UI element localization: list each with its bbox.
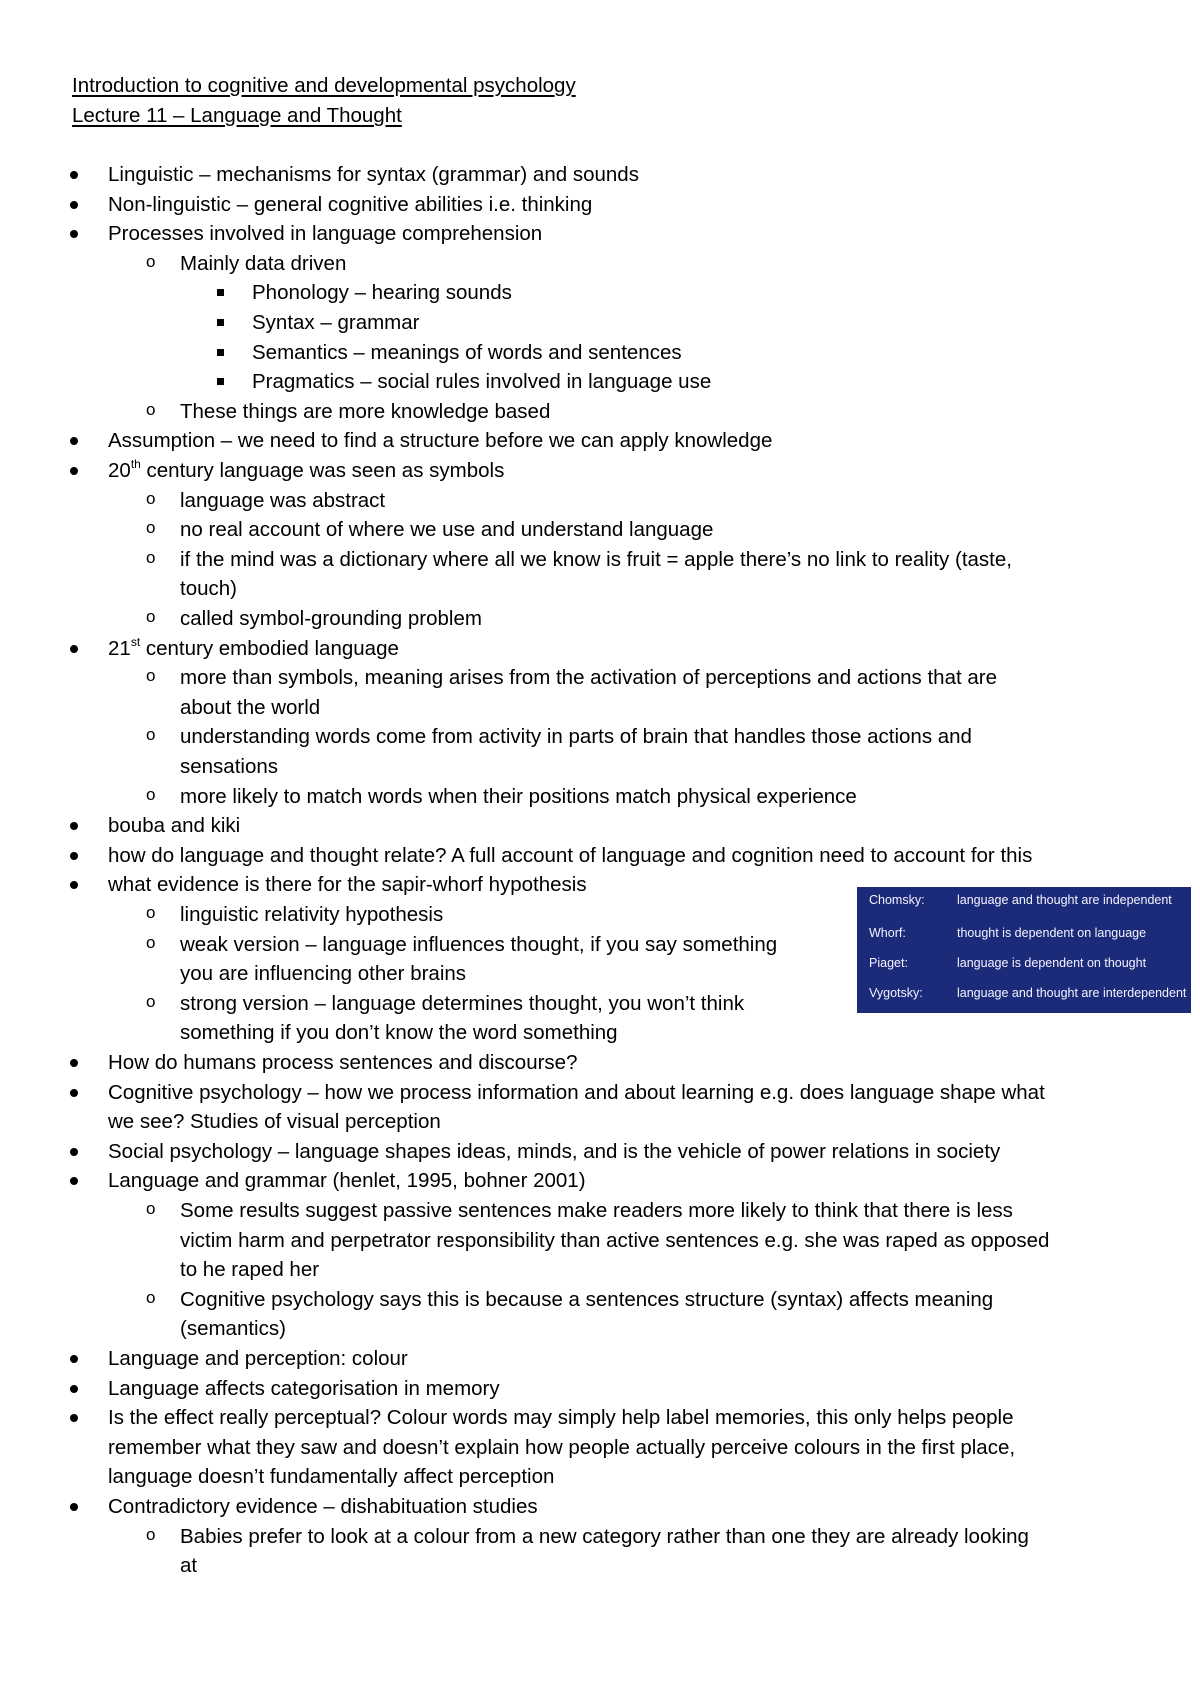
bullet-dot-icon xyxy=(70,852,78,860)
bullet-circle-icon: o xyxy=(146,992,156,1011)
bullet-circle-icon: o xyxy=(146,1525,156,1544)
bullet-item: more than symbols, meaning arises from the activation of perceptions and actions that are xyxy=(180,666,998,689)
bullet-item: Semantics – meanings of words and sentences xyxy=(252,341,682,364)
bullet-continuation: language doesn’t fundamentally affect perception xyxy=(108,1465,555,1488)
bullet-circle-icon: o xyxy=(146,518,156,537)
bullet-continuation: you are influencing other brains xyxy=(180,962,467,985)
bullet-circle-icon: o xyxy=(146,1199,156,1218)
theorist-name: Vygotsky: xyxy=(869,986,923,1000)
bullet-item: weak version – language influences thought, if you say something xyxy=(180,933,778,956)
bullet-circle-icon: o xyxy=(146,1288,156,1307)
bullet-item: bouba and kiki xyxy=(108,814,241,837)
bullet-item: if the mind was a dictionary where all we know is fruit = apple there’s no link to reality (taste, xyxy=(180,548,1012,571)
bullet-item: Some results suggest passive sentences make readers more likely to think that there is less xyxy=(180,1199,1013,1222)
bullet-square-icon xyxy=(217,378,224,385)
bullet-item: Linguistic – mechanisms for syntax (grammar) and sounds xyxy=(108,163,639,186)
bullet-circle-icon: o xyxy=(146,785,156,804)
lecture-subtitle: Lecture 11 – Language and Thought xyxy=(72,104,402,127)
bullet-item: Social psychology – language shapes ideas, minds, and is the vehicle of power relations in society xyxy=(108,1140,1001,1163)
bullet-item: Babies prefer to look at a colour from a new category rather than one they are already looking xyxy=(180,1525,1029,1548)
bullet-circle-icon: o xyxy=(146,548,156,567)
bullet-continuation: remember what they saw and doesn’t explain how people actually perceive colours in the first place, xyxy=(108,1436,1016,1459)
bullet-item: Pragmatics – social rules involved in language use xyxy=(252,370,712,393)
bullet-item: Language affects categorisation in memory xyxy=(108,1377,500,1400)
bullet-dot-icon xyxy=(70,1089,78,1097)
theorist-view: language and thought are independent xyxy=(957,893,1172,907)
bullet-item: Syntax – grammar xyxy=(252,311,420,334)
bullet-item: Cognitive psychology – how we process information and about learning e.g. does language shape what xyxy=(108,1081,1045,1104)
bullet-item: Processes involved in language comprehension xyxy=(108,222,543,245)
bullet-circle-icon: o xyxy=(146,252,156,271)
bullet-continuation: something if you don’t know the word something xyxy=(180,1021,618,1044)
bullet-dot-icon xyxy=(70,437,78,445)
theorist-name: Piaget: xyxy=(869,956,908,970)
theorist-row xyxy=(857,926,1191,946)
bullet-dot-icon xyxy=(70,1059,78,1067)
bullet-dot-icon xyxy=(70,171,78,179)
bullet-item: strong version – language determines thought, you won’t think xyxy=(180,992,745,1015)
theorist-name: Chomsky: xyxy=(869,893,925,907)
bullet-text: century language was seen as symbols xyxy=(140,459,505,482)
theorist-row xyxy=(857,893,1191,913)
bullet-circle-icon: o xyxy=(146,725,156,744)
theorist-row xyxy=(857,986,1191,1006)
bullet-item: Non-linguistic – general cognitive abilities i.e. thinking xyxy=(108,193,593,216)
bullet-continuation: sensations xyxy=(180,755,279,778)
bullet-circle-icon: o xyxy=(146,400,156,419)
bullet-item: how do language and thought relate? A full account of language and cognition need to account for this xyxy=(108,844,1033,867)
bullet-item: no real account of where we use and understand language xyxy=(180,518,714,541)
bullet-item: what evidence is there for the sapir-whorf hypothesis xyxy=(108,873,587,896)
bullet-continuation: (semantics) xyxy=(180,1317,286,1340)
bullet-item: These things are more knowledge based xyxy=(180,400,551,423)
theorist-view: language is dependent on thought xyxy=(957,956,1147,970)
bullet-square-icon xyxy=(217,289,224,296)
bullet-item: more likely to match words when their positions match physical experience xyxy=(180,785,857,808)
bullet-continuation: victim harm and perpetrator responsibility than active sentences e.g. she was raped as opposed xyxy=(180,1229,1050,1252)
bullet-item: Phonology – hearing sounds xyxy=(252,281,512,304)
ordinal-suffix: th xyxy=(130,457,141,472)
bullet-dot-icon xyxy=(70,1385,78,1393)
bullet-dot-icon xyxy=(70,1177,78,1185)
bullet-dot-icon xyxy=(70,201,78,209)
theorist-name: Whorf: xyxy=(869,926,906,940)
bullet-dot-icon xyxy=(70,1148,78,1156)
bullet-text: century embodied language xyxy=(140,637,399,660)
bullet-continuation: to he raped her xyxy=(180,1258,320,1281)
bullet-item: Assumption – we need to find a structure before we can apply knowledge xyxy=(108,429,773,452)
bullet-circle-icon: o xyxy=(146,666,156,685)
ordinal-number: 20 xyxy=(108,459,131,482)
ordinal-suffix: st xyxy=(130,635,141,650)
bullet-circle-icon: o xyxy=(146,903,156,922)
bullet-continuation: we see? Studies of visual perception xyxy=(108,1110,441,1133)
theorist-view: language and thought are interdependent xyxy=(957,986,1187,1000)
bullet-circle-icon: o xyxy=(146,933,156,952)
bullet-item: Contradictory evidence – dishabituation studies xyxy=(108,1495,538,1518)
bullet-circle-icon: o xyxy=(146,489,156,508)
bullet-item: Language and grammar (henlet, 1995, bohner 2001) xyxy=(108,1169,586,1192)
bullet-item: Mainly data driven xyxy=(180,252,347,275)
bullet-circle-icon: o xyxy=(146,607,156,626)
bullet-dot-icon xyxy=(70,230,78,238)
document-title: Introduction to cognitive and developmental psychology xyxy=(72,74,576,97)
bullet-dot-icon xyxy=(70,1414,78,1422)
bullet-dot-icon xyxy=(70,1355,78,1363)
bullet-continuation: touch) xyxy=(180,577,237,600)
theorist-view: thought is dependent on language xyxy=(957,926,1147,940)
bullet-item xyxy=(108,459,504,483)
theorists-box xyxy=(857,887,1191,1013)
bullet-dot-icon xyxy=(70,645,78,653)
bullet-dot-icon xyxy=(70,881,78,889)
bullet-continuation: about the world xyxy=(180,696,321,719)
bullet-item: Language and perception: colour xyxy=(108,1347,408,1370)
bullet-item: linguistic relativity hypothesis xyxy=(180,903,444,926)
bullet-square-icon xyxy=(217,319,224,326)
bullet-item: understanding words come from activity in parts of brain that handles those actions and xyxy=(180,725,972,748)
bullet-square-icon xyxy=(217,349,224,356)
bullet-item: Is the effect really perceptual? Colour words may simply help label memories, this only helps people xyxy=(108,1406,1014,1429)
bullet-dot-icon xyxy=(70,1503,78,1511)
bullet-item: Cognitive psychology says this is because a sentences structure (syntax) affects meaning xyxy=(180,1288,994,1311)
bullet-item xyxy=(108,637,399,661)
bullet-dot-icon xyxy=(70,467,78,475)
bullet-item: language was abstract xyxy=(180,489,386,512)
bullet-continuation: at xyxy=(180,1554,198,1577)
ordinal-number: 21 xyxy=(108,637,131,660)
bullet-item: How do humans process sentences and discourse? xyxy=(108,1051,578,1074)
bullet-item: called symbol-grounding problem xyxy=(180,607,482,630)
bullet-dot-icon xyxy=(70,822,78,830)
theorist-row xyxy=(857,956,1191,976)
